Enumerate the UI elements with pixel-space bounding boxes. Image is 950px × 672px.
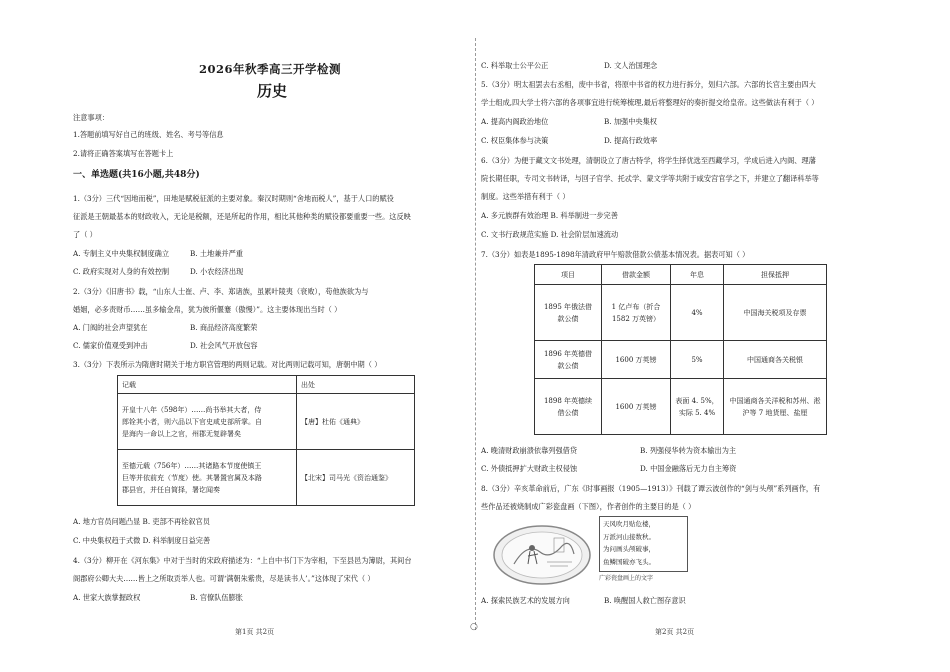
q5-option-c[interactable]: C. 权臣集体参与决策	[481, 136, 549, 145]
q7-option-b[interactable]: B. 列强侵华转为资本输出为主	[640, 446, 737, 455]
q7-cell-rate: 表面 4. 5%， 实际 5. 4%	[671, 379, 724, 435]
note-2: 2.请将正确答案填写在答题卡上	[73, 149, 174, 158]
q1-stem-line: 了（ ）	[73, 230, 97, 239]
page-footer-2: 第2页 共2页	[655, 628, 695, 636]
q1-option-a[interactable]: A. 专制主义中央集权制度确立	[73, 249, 170, 258]
q1-stem-line: 1.（3分）三代“因地而税”，田地是赋税征派的主要对象。秦汉时期则“舍地而税人”，基于人口的赋役	[73, 194, 394, 203]
q3-stem: 3.（3分）下表所示为隋唐时期关于地方职官管理的两则记载。对比两则记载可知，唐朝中期（ ）	[73, 360, 382, 369]
q7-option-d[interactable]: D. 中国金融落后无力自主筹资	[640, 464, 737, 473]
q3-source-cell: 【北宋】司马光《资治通鉴》	[297, 450, 415, 506]
q7-option-c[interactable]: C. 外债抵押扩大财政主权侵蚀	[481, 464, 578, 473]
q5-stem-line: 5.（3分）明太祖罢去右丞相，废中书省，将原中书省的权力进行拆分，划归六部。六部的长官主要由四大	[481, 80, 816, 89]
q4-option-d[interactable]: D. 文人治国理念	[604, 61, 658, 70]
note-1: 1.答题前填写好自己的班级、姓名、考号等信息	[73, 130, 224, 139]
q8-option-b[interactable]: B. 唤醒国人救亡图存意识	[604, 596, 686, 605]
q7-cell-item: 1898 年英德续 借公债	[535, 379, 602, 435]
q7-cell-security: 中国通商各关税银	[724, 341, 827, 379]
q7-header-item: 项目	[535, 265, 602, 285]
q7-stem: 7.（3分）如表是1895-1898年清政府甲午赔款借款公债基本情况表。据表可知（ ）	[481, 250, 750, 259]
q3-options-ab[interactable]: A. 地方官员问题凸显 B. 吏部不再铨叙官员	[73, 517, 210, 526]
q4-option-c[interactable]: C. 科举取士公平公正	[481, 61, 549, 70]
q7-cell-security: 中国海关税项及存票	[724, 285, 827, 341]
page-footer-1: 第1页 共2页	[235, 628, 275, 636]
q7-cell-item: 1896 年英德借 款公债	[535, 341, 602, 379]
q7-cell-amount: 1600 万英镑	[602, 341, 671, 379]
q4-option-b[interactable]: B. 官僚队伍膨胀	[190, 593, 243, 602]
q7-header-security: 担保抵押	[724, 265, 827, 285]
q4-stem-line: 4.（3分）柳开在《河东集》中对于当时的宋政府描述为：“上自中书门下为宰相，下至县邑为簿尉，其间台	[73, 556, 412, 565]
q8-stem-line: 8.（3分）辛亥革命前后，广东《时事画报（1905—1913）》刊载了谭云波创作的“剑与头颅”系列画作，有	[481, 484, 821, 493]
q3-table	[117, 375, 415, 506]
q4-stem-line: 阁郡府公卿大夫……皆上之所取贡举人也。可谓‘满朝朱紫贵，尽是读书人’。”这体现了宋代（ ）	[73, 574, 375, 583]
q5-option-b[interactable]: B. 加强中央集权	[604, 117, 657, 126]
q1-option-b[interactable]: B. 土地兼并严重	[190, 249, 243, 258]
q2-option-d[interactable]: D. 社会风气开放包容	[190, 341, 258, 350]
q7-cell-amount: 1 亿卢布（折合 1582 万英镑）	[602, 285, 671, 341]
q8-option-a[interactable]: A. 探索民族艺术的发展方向	[481, 596, 570, 605]
q3-options-cd[interactable]: C. 中央集权趋于式微 D. 科举制度日益完善	[73, 536, 211, 545]
q3-source-cell: 【唐】杜佑《通典》	[297, 394, 415, 450]
q5-option-d[interactable]: D. 提高行政效率	[604, 136, 658, 145]
q7-option-a[interactable]: A. 晚清财政崩溃依靠列强借贷	[481, 446, 578, 455]
poem-caption: 广彩瓷盘画上的文字	[599, 575, 654, 582]
q7-header-rate: 年息	[671, 265, 724, 285]
q1-option-d[interactable]: D. 小农经济出现	[190, 267, 244, 276]
q7-header-amount: 借款金额	[602, 265, 671, 285]
q5-option-a[interactable]: A. 提高内阁政治地位	[481, 117, 549, 126]
q7-cell-security: 中国通商各关洋税和苏州、淞 沪等 7 地货厘、盐厘	[724, 379, 827, 435]
q8-stem-line: 些作品还被烧制成广彩瓷盘画（下图），作者创作的主要目的是（ ）	[481, 502, 696, 511]
q6-options-ab[interactable]: A. 多元族群有效治理 B. 科举制进一步完善	[481, 211, 618, 220]
notes-heading: 注意事项：	[73, 113, 109, 122]
q2-option-b[interactable]: B. 商品经济高度繁荣	[190, 323, 258, 332]
q5-stem-line: 学士组成,四大学士将六部的各项事宜进行统筹梳理,最后将整理好的奏折提交给皇帝。这些做法有利于（ ）	[481, 98, 819, 107]
q3-header-record: 记载	[118, 376, 297, 394]
section-heading: 一、单选题(共16小题,共48分)	[73, 170, 200, 180]
q6-stem-line: 院长期任职，专司文书转译，与回子官学、托忒学、蒙文学等共附于咸安宫官学之下，并建立了翻译科举等	[481, 174, 819, 183]
q2-option-c[interactable]: C. 儒家价值观受到冲击	[73, 341, 148, 350]
q7-cell-item: 1895 年俄法借 款公债	[535, 285, 602, 341]
q3-record-cell: 至德元载（756年）……其诸路本节度使镇王 巨等并依前充（节度）使。其署置官属及本路 郡县官，并任自简择，署讫闻奏	[118, 450, 297, 506]
q7-cell-rate: 4%	[671, 285, 724, 341]
q6-stem-line: 制度。这些举措有利于（ ）	[481, 192, 570, 201]
porcelain-plate-image	[492, 524, 592, 586]
q1-option-c[interactable]: C. 政府实现对人身的有效控制	[73, 267, 170, 276]
exam-title: 2026年秋季高三开学检测	[199, 62, 342, 76]
subject-title: 历史	[257, 82, 288, 100]
q6-options-cd[interactable]: C. 文书行政规范实施 D. 社会阶层加速流动	[481, 230, 619, 239]
column-divider	[475, 38, 476, 630]
q7-cell-rate: 5%	[671, 341, 724, 379]
q2-option-a[interactable]: A. 门阀的社会声望犹在	[73, 323, 148, 332]
q7-table	[534, 264, 827, 435]
q2-stem-line: 2.（3分）《旧唐书》载，“山东人士崔、卢、李、郑诸族，虽累叶陵夷（衰败），苟他族欲为与	[73, 287, 369, 296]
poem-box: 天风吹月贴危楼， 万派河山接数秋。 为问画头颅破事， 鱼鳞国破亦飞头。	[599, 516, 688, 572]
center-mark: ○	[470, 622, 478, 632]
q6-stem-line: 6.（3分）为便于藏文文书处理，清朝设立了唐古特学，将学生择优选至西藏学习，学成后进入内阁、理藩	[481, 156, 816, 165]
q1-stem-line: 征派是王朝最基本的财政收入，无论是税额，还是所起的作用，相比其他种类的赋役都要重要一些。这反映	[73, 212, 411, 221]
q7-cell-amount: 1600 万英镑	[602, 379, 671, 435]
q3-record-cell: 开皇十八年（598年）……尚书举其大者，侍 郎铨其小者，则六品以下官史咸史部所掌。自 是海内一命以上之官，州郡无复辟署矣	[118, 394, 297, 450]
q2-stem-line: 婚姻，必多责财币……虽多输金帛，犹为彼所偃蹇（傲慢）”。这主要体现出当时（ ）	[73, 305, 342, 314]
q3-header-source: 出处	[297, 376, 415, 394]
q4-option-a[interactable]: A. 世家大族掌握政权	[73, 593, 141, 602]
